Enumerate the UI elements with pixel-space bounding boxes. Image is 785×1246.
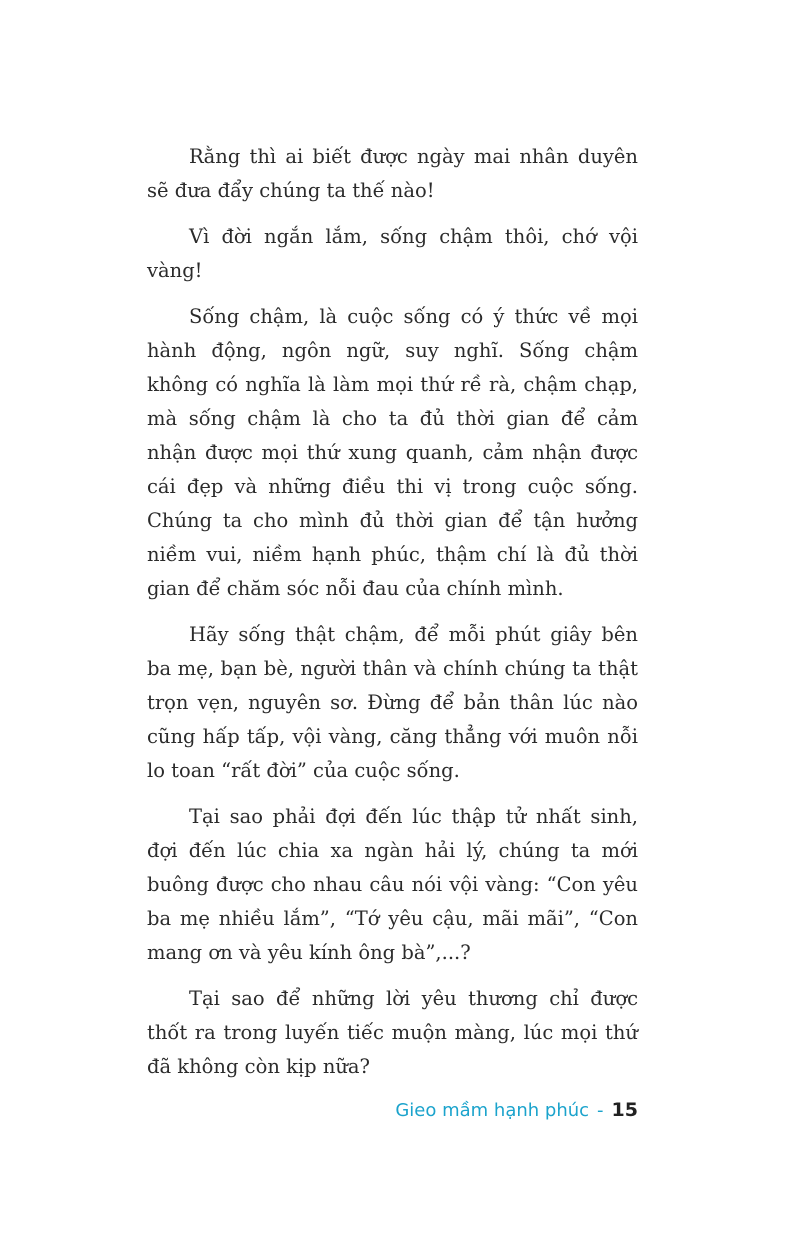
paragraph-1: Rằng thì ai biết được ngày mai nhân duyên sẽ đưa đẩy chúng ta thế nào! [147,145,638,202]
page-body [147,140,638,1096]
paragraph-2: Vì đời ngắn lắm, sống chậm thôi, chớ vội vàng! [147,225,638,282]
page-number: 15 [611,1099,638,1121]
paragraph-5: Tại sao phải đợi đến lúc thập tử nhất sinh, đợi đến lúc chia xa ngàn hải lý, chúng ta mới buông được cho nhau câu nói vội vàng: “Con yêu ba mẹ nhiều lắm”, “Tớ yêu cậu, mãi mãi”, “Con mang ơn và yêu kính ông bà”,...? [147,805,638,964]
paragraph-3: Sống chậm, là cuộc sống có ý thức về mọi hành động, ngôn ngữ, suy nghĩ. Sống chậm không có nghĩa là làm mọi thứ rề rà, chậm chạp, mà sống chậm là cho ta đủ thời gian để cảm nhận được mọi thứ xung quanh, cảm nhận được cái đẹp và những điều thi vị trong cuộc sống. Chúng ta cho mình đủ thời gian để tận hưởng niềm vui, niềm hạnh phúc, thậm chí là đủ thời gian để chăm sóc nỗi đau của chính mình. [147,305,638,600]
paragraph-6: Tại sao để những lời yêu thương chỉ được thốt ra trong luyến tiếc muộn màng, lúc mọi thứ đã không còn kịp nữa? [147,987,638,1078]
page-footer [395,1094,638,1126]
paragraph-4: Hãy sống thật chậm, để mỗi phút giây bên ba mẹ, bạn bè, người thân và chính chúng ta thật trọn vẹn, nguyên sơ. Đừng để bản thân lúc nào cũng hấp tấp, vội vàng, căng thẳng với muôn nỗi lo toan “rất đời” của cuộc sống. [147,623,638,782]
footer-separator: - [597,1099,604,1121]
footer-book-title: Gieo mầm hạnh phúc [395,1099,590,1121]
